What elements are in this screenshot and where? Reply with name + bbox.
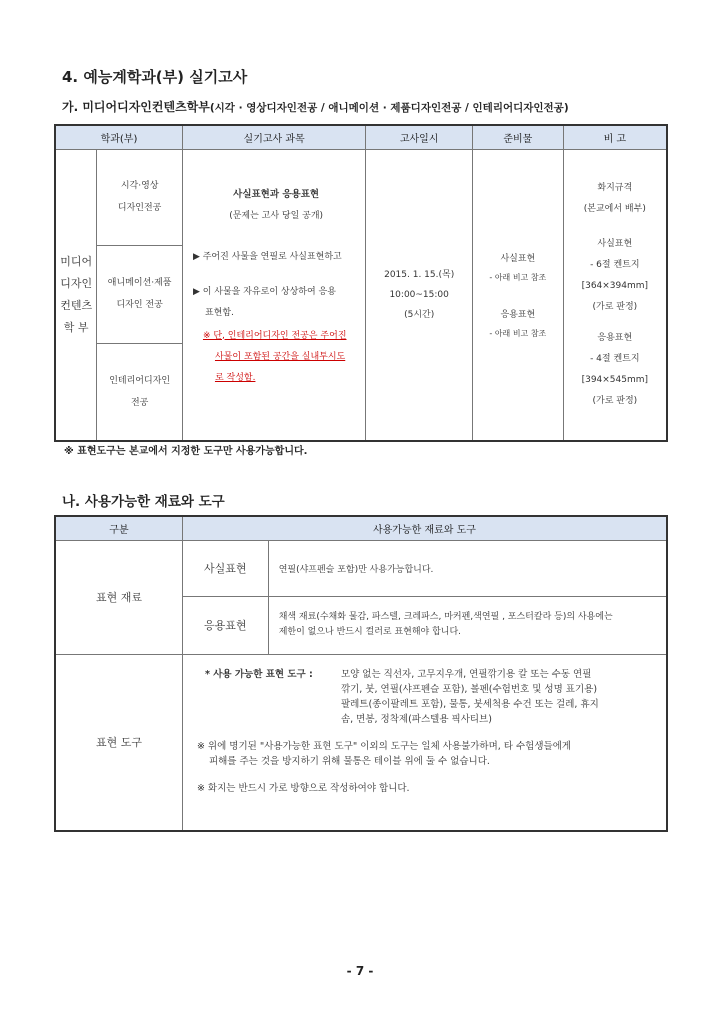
prep-1-title: 사실표현: [500, 253, 536, 264]
material-r1-label: 사실표현: [182, 540, 268, 596]
section-title: 4. 예능계학과(부) 실기고사: [62, 68, 248, 86]
subject-note: (문제는 고사 당일 공개): [229, 210, 324, 221]
prep-2-title: 응용표현: [500, 309, 536, 320]
subject-red-note-3: 로 작성함.: [214, 372, 256, 383]
exam-table: [54, 124, 668, 442]
exam-duration: (5시간): [404, 309, 435, 320]
major-interior: 인테리어디자인 전공: [97, 343, 183, 441]
materials-table: [54, 515, 668, 832]
header-dept: 학과(부): [55, 125, 182, 149]
remarks-cell: [563, 149, 667, 441]
subject-red-note-1: ※ 단, 인테리어디자인 전공은 주어진: [202, 330, 347, 341]
subject-bullet-1: ▶ 주어진 사물을 연필로 사실표현하고: [192, 251, 342, 262]
remarks-r1-dir: (가로 판정): [592, 301, 638, 312]
major-visual: 시각·영상 디자인전공: [97, 149, 183, 245]
remarks-paper-title: 화지규격: [597, 182, 633, 193]
remarks-r1-title: 사실표현: [597, 238, 633, 249]
dept-name: 미디어 디자인 컨텐츠 학 부: [55, 149, 97, 441]
exam-date-cell: [366, 149, 473, 441]
remarks-r1-size: - 6절 켄트지: [590, 259, 640, 270]
header-category: 구분: [55, 516, 182, 540]
tool-list: [197, 667, 656, 727]
page-number: - 7 -: [346, 964, 374, 978]
prep-2-note: - 아래 비고 참조: [489, 328, 547, 338]
tool-head: * 사용 가능한 표현 도구 :: [204, 668, 313, 680]
tool-note-1: ※ 위에 명기된 "사용가능한 표현 도구" 이외의 도구는 일체 사용불가하며, 타 수험생들에게: [196, 740, 572, 752]
header-subject: 실기고사 과목: [182, 125, 365, 149]
exam-date: 2015. 1. 15.(목): [384, 269, 455, 280]
subject-title: 사실표현과 응용표현: [233, 188, 320, 200]
material-r1-text: 연필(샤프펜슬 포함)만 사용가능합니다.: [268, 540, 667, 596]
header-remarks: 비 고: [563, 125, 667, 149]
remarks-paper-note: (본교에서 배부): [583, 203, 646, 214]
exam-time: 10:00~15:00: [389, 289, 449, 300]
tool-note-1b: 피해를 주는 것을 방지하기 위해 물통은 테이블 위에 둘 수 없습니다.: [208, 755, 490, 767]
subsection-a-title: [62, 98, 569, 115]
subject-bullet-2b: 표현함.: [204, 307, 234, 318]
footnote: ※ 표현도구는 본교에서 지정한 도구만 사용가능합니다.: [64, 446, 308, 457]
tool-items: 모양 없는 직선자, 고무지우개, 연필깎기용 칼 또는 수동 연필 깎기, 붓, 연필(샤프펜슬 포함), 볼펜(수험번호 및 성명 표기용) 팔레트(종이팔레트 포함), 물통, 붓세척용 수건 또는 걸레, 휴지 솜, 면봉, 정착제(파스텔용 픽사티브): [340, 668, 599, 725]
subject-cell: [182, 149, 365, 441]
tool-cell: [182, 654, 667, 831]
remarks-r2-dir: (가로 판정): [592, 395, 638, 406]
header-date: 고사일시: [366, 125, 473, 149]
material-label: 표현 재료: [55, 540, 182, 654]
subject-red-note-2: 사물이 포함된 공간을 실내투시도: [214, 351, 346, 362]
remarks-r2-size: - 4절 켄트지: [590, 353, 640, 364]
major-animation: 애니메이션·제품 디자인 전공: [97, 245, 183, 343]
prep-1-note: - 아래 비고 참조: [489, 272, 547, 282]
remarks-r2-dim: [394×545mm]: [581, 374, 649, 385]
header-materials: 사용가능한 재료와 도구: [182, 516, 667, 540]
material-r2-text: 채색 재료(수채화 물감, 파스텔, 크레파스, 마커펜,색연필 , 포스터칼라 등)의 사용에는 제한이 없으나 반드시 컬러로 표현해야 합니다.: [268, 596, 667, 654]
subsection-b-title: 나. 사용가능한 재료와 도구: [62, 494, 225, 510]
material-r2-label: 응용표현: [182, 596, 268, 654]
subsection-a-main: 가. 미디어디자인컨텐츠학부: [62, 100, 210, 114]
remarks-r2-title: 응용표현: [597, 332, 633, 343]
tool-note-2: ※ 화지는 반드시 가로 방향으로 작성하여야 합니다.: [196, 782, 410, 794]
header-prep: 준비물: [473, 125, 564, 149]
remarks-r1-dim: [364×394mm]: [581, 280, 649, 291]
subsection-a-detail: (시각 · 영상디자인전공 / 애니메이션 · 제품디자인전공 / 인테리어디자인전공): [209, 102, 569, 114]
prep-cell: [473, 149, 564, 441]
subject-bullet-2: ▶ 이 사물을 자유로이 상상하여 응용: [192, 286, 336, 297]
tool-label: 표현 도구: [55, 654, 182, 831]
